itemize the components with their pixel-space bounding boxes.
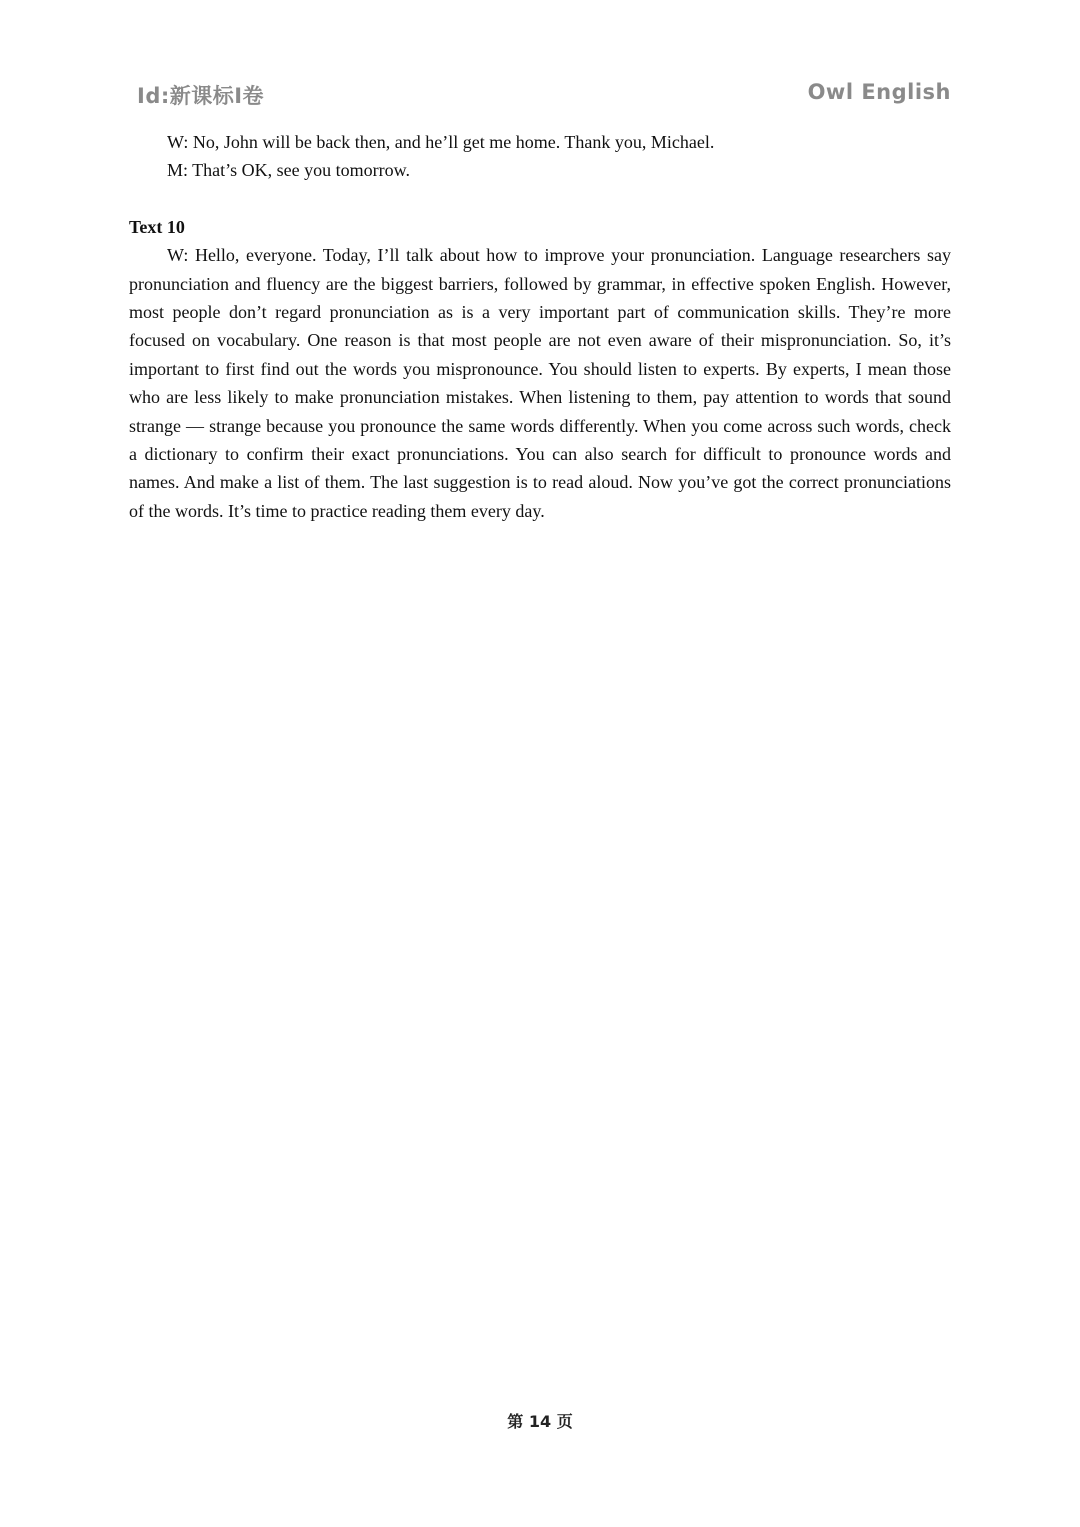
header-brand-label: Owl English	[807, 80, 951, 104]
section-title: Text 10	[129, 216, 185, 237]
header-id-label: Id:新课标I卷	[137, 84, 265, 108]
section-passage: W: Hello, everyone. Today, I’ll talk about how to improve your pronunciation. Language researchers say pronunciation and fluency are the biggest barriers, followed by grammar, in effective spoken English. However, most people don’t regard pronunciation as is a very important part of communication skills. They’re more focused on vocabulary. One reason is that most people are not even aware of their mispronunciation. So, it’s important to first find out the words you mispronounce. You should listen to experts. By experts, I mean those who are less likely to make pronunciation mistakes. When listening to them, pay attention to words that sound strange — strange because you pronounce the same words differently. When you come across such words, check a dictionary to confirm their exact pronunciations. You can also search for difficult to pronounce words and names. And make a list of them. The last suggestion is to read aloud. Now you’ve got the correct pronunciations of the words. It’s time to practice reading them every day.	[129, 245, 951, 521]
dialogue-line: W: No, John will be back then, and he’ll get me home. Thank you, Michael.	[167, 132, 715, 152]
dialogue-line: M: That’s OK, see you tomorrow.	[167, 160, 410, 181]
page-number: 第 14 页	[507, 1412, 573, 1431]
page-content	[129, 128, 951, 525]
